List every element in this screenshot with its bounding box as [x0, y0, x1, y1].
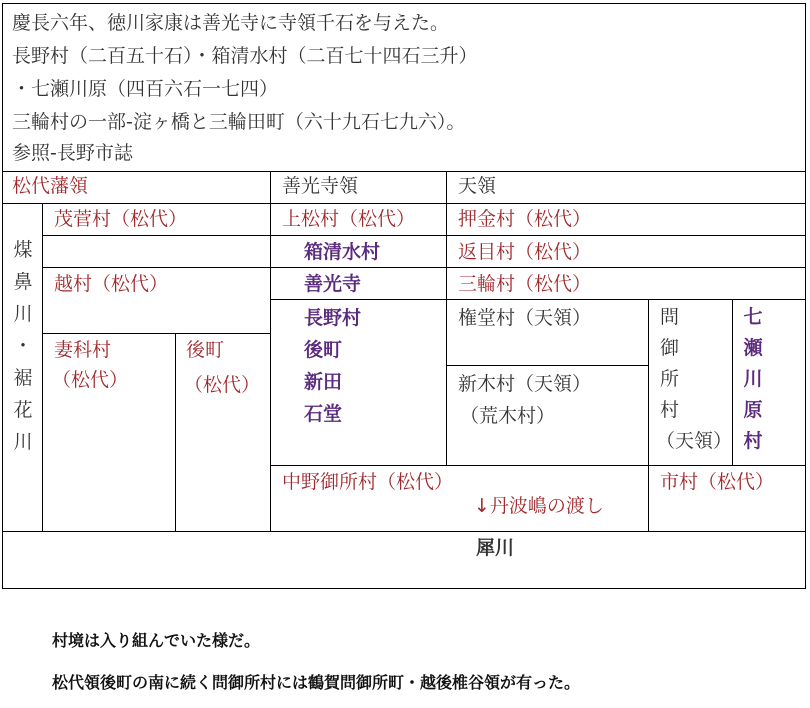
toigosho-char: 所	[660, 368, 680, 390]
divider	[2, 203, 806, 204]
river-left-char: 花	[13, 399, 33, 421]
village-gondo: 権堂村（天領）	[458, 307, 592, 329]
divider	[446, 171, 447, 299]
river-left-char: 裾	[13, 367, 33, 389]
village-gomachi-zenkoji: 後町	[304, 339, 343, 361]
village-oshikane: 押金村（松代）	[458, 208, 592, 230]
note-line: 松代領後町の南に続く問御所村には鶴賀問御所町・越後椎谷領が有った。	[52, 673, 581, 692]
river-left-char: 川	[13, 303, 33, 325]
domain-zenkoji: 善光寺領	[282, 175, 359, 197]
toigosho-char: 村	[660, 399, 680, 421]
village-shinden: 新田	[304, 371, 343, 393]
note-line: 村境は入り組んでいた様だ。	[52, 631, 261, 650]
village-nakanogosho: 中野御所村（松代）	[282, 471, 454, 493]
village-arakimura-note: （荒木村）	[460, 405, 556, 427]
river-left-label	[12, 234, 34, 458]
village-sorime: 返目村（松代）	[458, 241, 592, 263]
nanasegawara-char: 村	[743, 430, 763, 452]
domain-matsushiro: 松代藩領	[12, 175, 89, 197]
village-gomachi-note: （松代）	[184, 374, 261, 396]
village-hakoshimizu: 箱清水村	[304, 241, 381, 263]
divider	[270, 171, 271, 531]
village-nagano: 長野村	[304, 307, 362, 329]
village-zenkoji: 善光寺	[304, 273, 362, 295]
divider	[175, 333, 176, 531]
divider	[648, 299, 649, 531]
river-left-char: 鼻	[13, 271, 33, 293]
nanasegawara-char: 七	[743, 306, 763, 328]
header-line: 長野村（二百五十石）・箱清水村（二百七十四石三升）	[12, 45, 478, 67]
divider	[2, 171, 806, 172]
river-left-char: 煤	[13, 239, 33, 261]
river-saigawa: 犀川	[476, 537, 515, 559]
domain-tenryo: 天領	[458, 175, 497, 197]
divider	[42, 333, 270, 334]
village-tsumashina-note: （松代）	[52, 369, 129, 391]
nanasegawara-char: 瀬	[743, 337, 763, 359]
nanasegawara-char: 原	[743, 399, 763, 421]
divider	[42, 235, 270, 236]
village-ishido: 石堂	[304, 403, 343, 425]
river-left-char: 川	[13, 431, 33, 453]
nanasegawara-char: 川	[743, 368, 763, 390]
village-kamimatsu: 上松村（松代）	[282, 208, 416, 230]
village-toigosho	[656, 302, 733, 457]
divider	[2, 531, 806, 532]
header-line: ・七瀬川原（四百六石一七四）	[12, 78, 279, 100]
tanbajima-crossing: ↓丹波嶋の渡し	[474, 495, 604, 517]
divider	[732, 299, 733, 465]
divider	[270, 235, 806, 236]
river-left-char: ・	[13, 335, 33, 357]
divider	[270, 465, 806, 466]
divider	[42, 203, 43, 531]
village-arakimura: 新木村（天領）	[458, 373, 592, 395]
village-nanasegawara	[742, 302, 764, 457]
village-koshi: 越村（松代）	[54, 273, 169, 295]
village-tsumashina: 妻科村	[54, 339, 112, 361]
village-mogusa: 茂菅村（松代）	[54, 208, 188, 230]
village-gomachi: 後町	[186, 339, 225, 361]
toigosho-note: （天領）	[656, 430, 733, 452]
divider	[446, 299, 447, 465]
divider	[270, 299, 806, 300]
header-line: 参照-長野市誌	[12, 142, 133, 164]
village-miwa: 三輪村（松代）	[458, 273, 592, 295]
toigosho-char: 問	[660, 306, 680, 328]
header-line: 三輪村の一部-淀ヶ橋と三輪田町（六十九石七九六）。	[12, 111, 466, 133]
toigosho-char: 御	[660, 337, 680, 359]
divider	[42, 267, 806, 268]
village-ichimura: 市村（松代）	[660, 471, 775, 493]
header-line: 慶長六年、徳川家康は善光寺に寺領千石を与えた。	[12, 12, 450, 34]
divider	[446, 365, 648, 366]
